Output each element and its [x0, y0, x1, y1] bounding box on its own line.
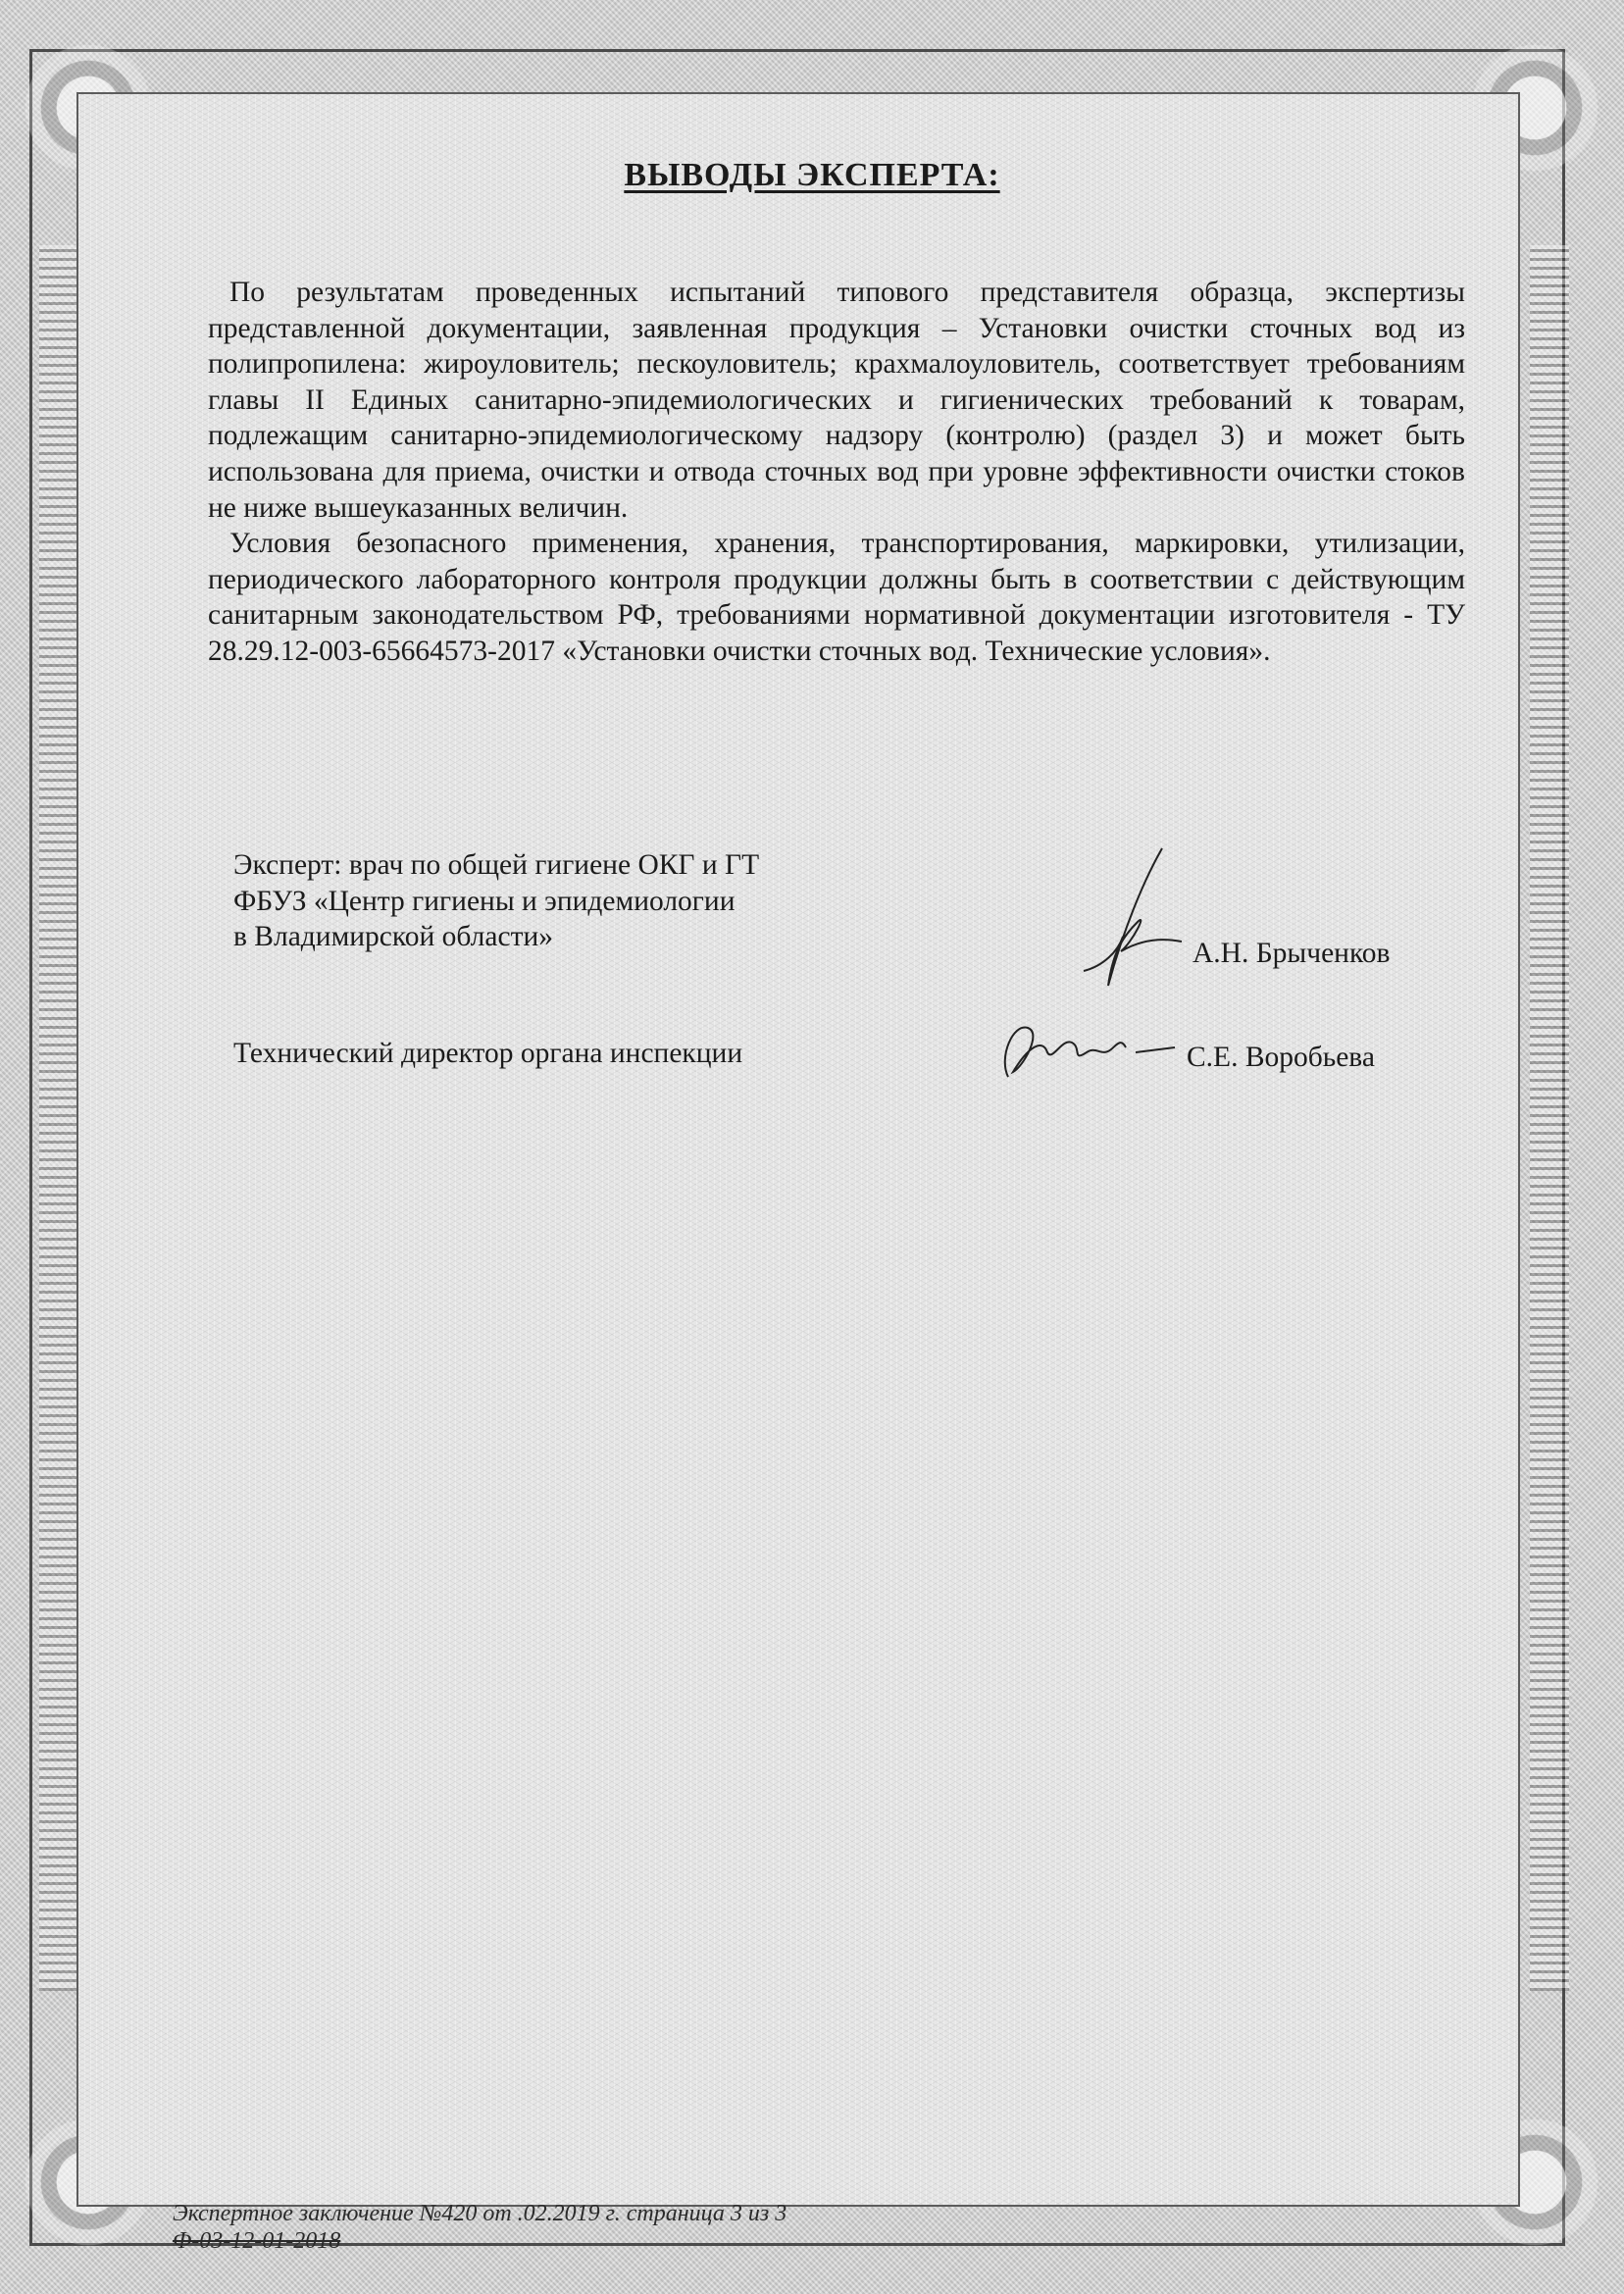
paragraph-conditions: Условия безопасного применения, хранения, транспортирования, маркировки, утилизации, периодического лабораторного контроля продукции должны быть в соответствии с действующим санитарным законодательством РФ, требованиями нормативной документации изготовителя - ТУ 28.29.12-003-65664573-2017 «Установки очистки сточных вод. Технические условия». [208, 528, 1465, 667]
expert-organization: ФБУЗ «Центр гигиены и эпидемиологии [233, 885, 736, 917]
director-position: Технический директор органа инспекции [233, 1038, 743, 1069]
conclusion-body [208, 275, 1465, 670]
expert-signature-block [233, 847, 920, 955]
expert-name: А.Н. Брыченков [1193, 938, 1391, 969]
expert-region: в Владимирской области» [233, 921, 553, 953]
paragraph-findings: По результатам проведенных испытаний типового представителя образца, экспертизы представленной документации, заявленная продукция – Установки очистки сточных вод из полипропилена: жироуловитель; пескоуловитель; крахмалоуловитель, соответствует требованиям главы II Единых санитарно-эпидемиологических и гигиенических требований к товарам, подлежащим санитарно-эпидемиологическому надзору (контролю) (раздел 3) и может быть использована для приема, очистки и отвода сточных вод при уровне эффективности очистки стоков не ниже вышеуказанных величин. [208, 277, 1465, 524]
footer-form-code: Ф-03-12-01-2018 [173, 2228, 341, 2254]
expert-handwritten-signature [1064, 843, 1201, 991]
ornamental-band-left [39, 245, 78, 1991]
director-handwritten-signature [989, 1008, 1185, 1087]
page-footer [173, 2200, 787, 2255]
ornamental-band-right [1530, 245, 1569, 1991]
expert-position: Эксперт: врач по общей гигиене ОКГ и ГТ [233, 849, 760, 881]
director-name: С.Е. Воробьева [1187, 1042, 1375, 1073]
footer-reference: Экспертное заключение №420 от .02.2019 г. страница 3 из 3 [173, 2201, 787, 2226]
document-title: ВЫВОДЫ ЭКСПЕРТА: [624, 157, 1000, 193]
